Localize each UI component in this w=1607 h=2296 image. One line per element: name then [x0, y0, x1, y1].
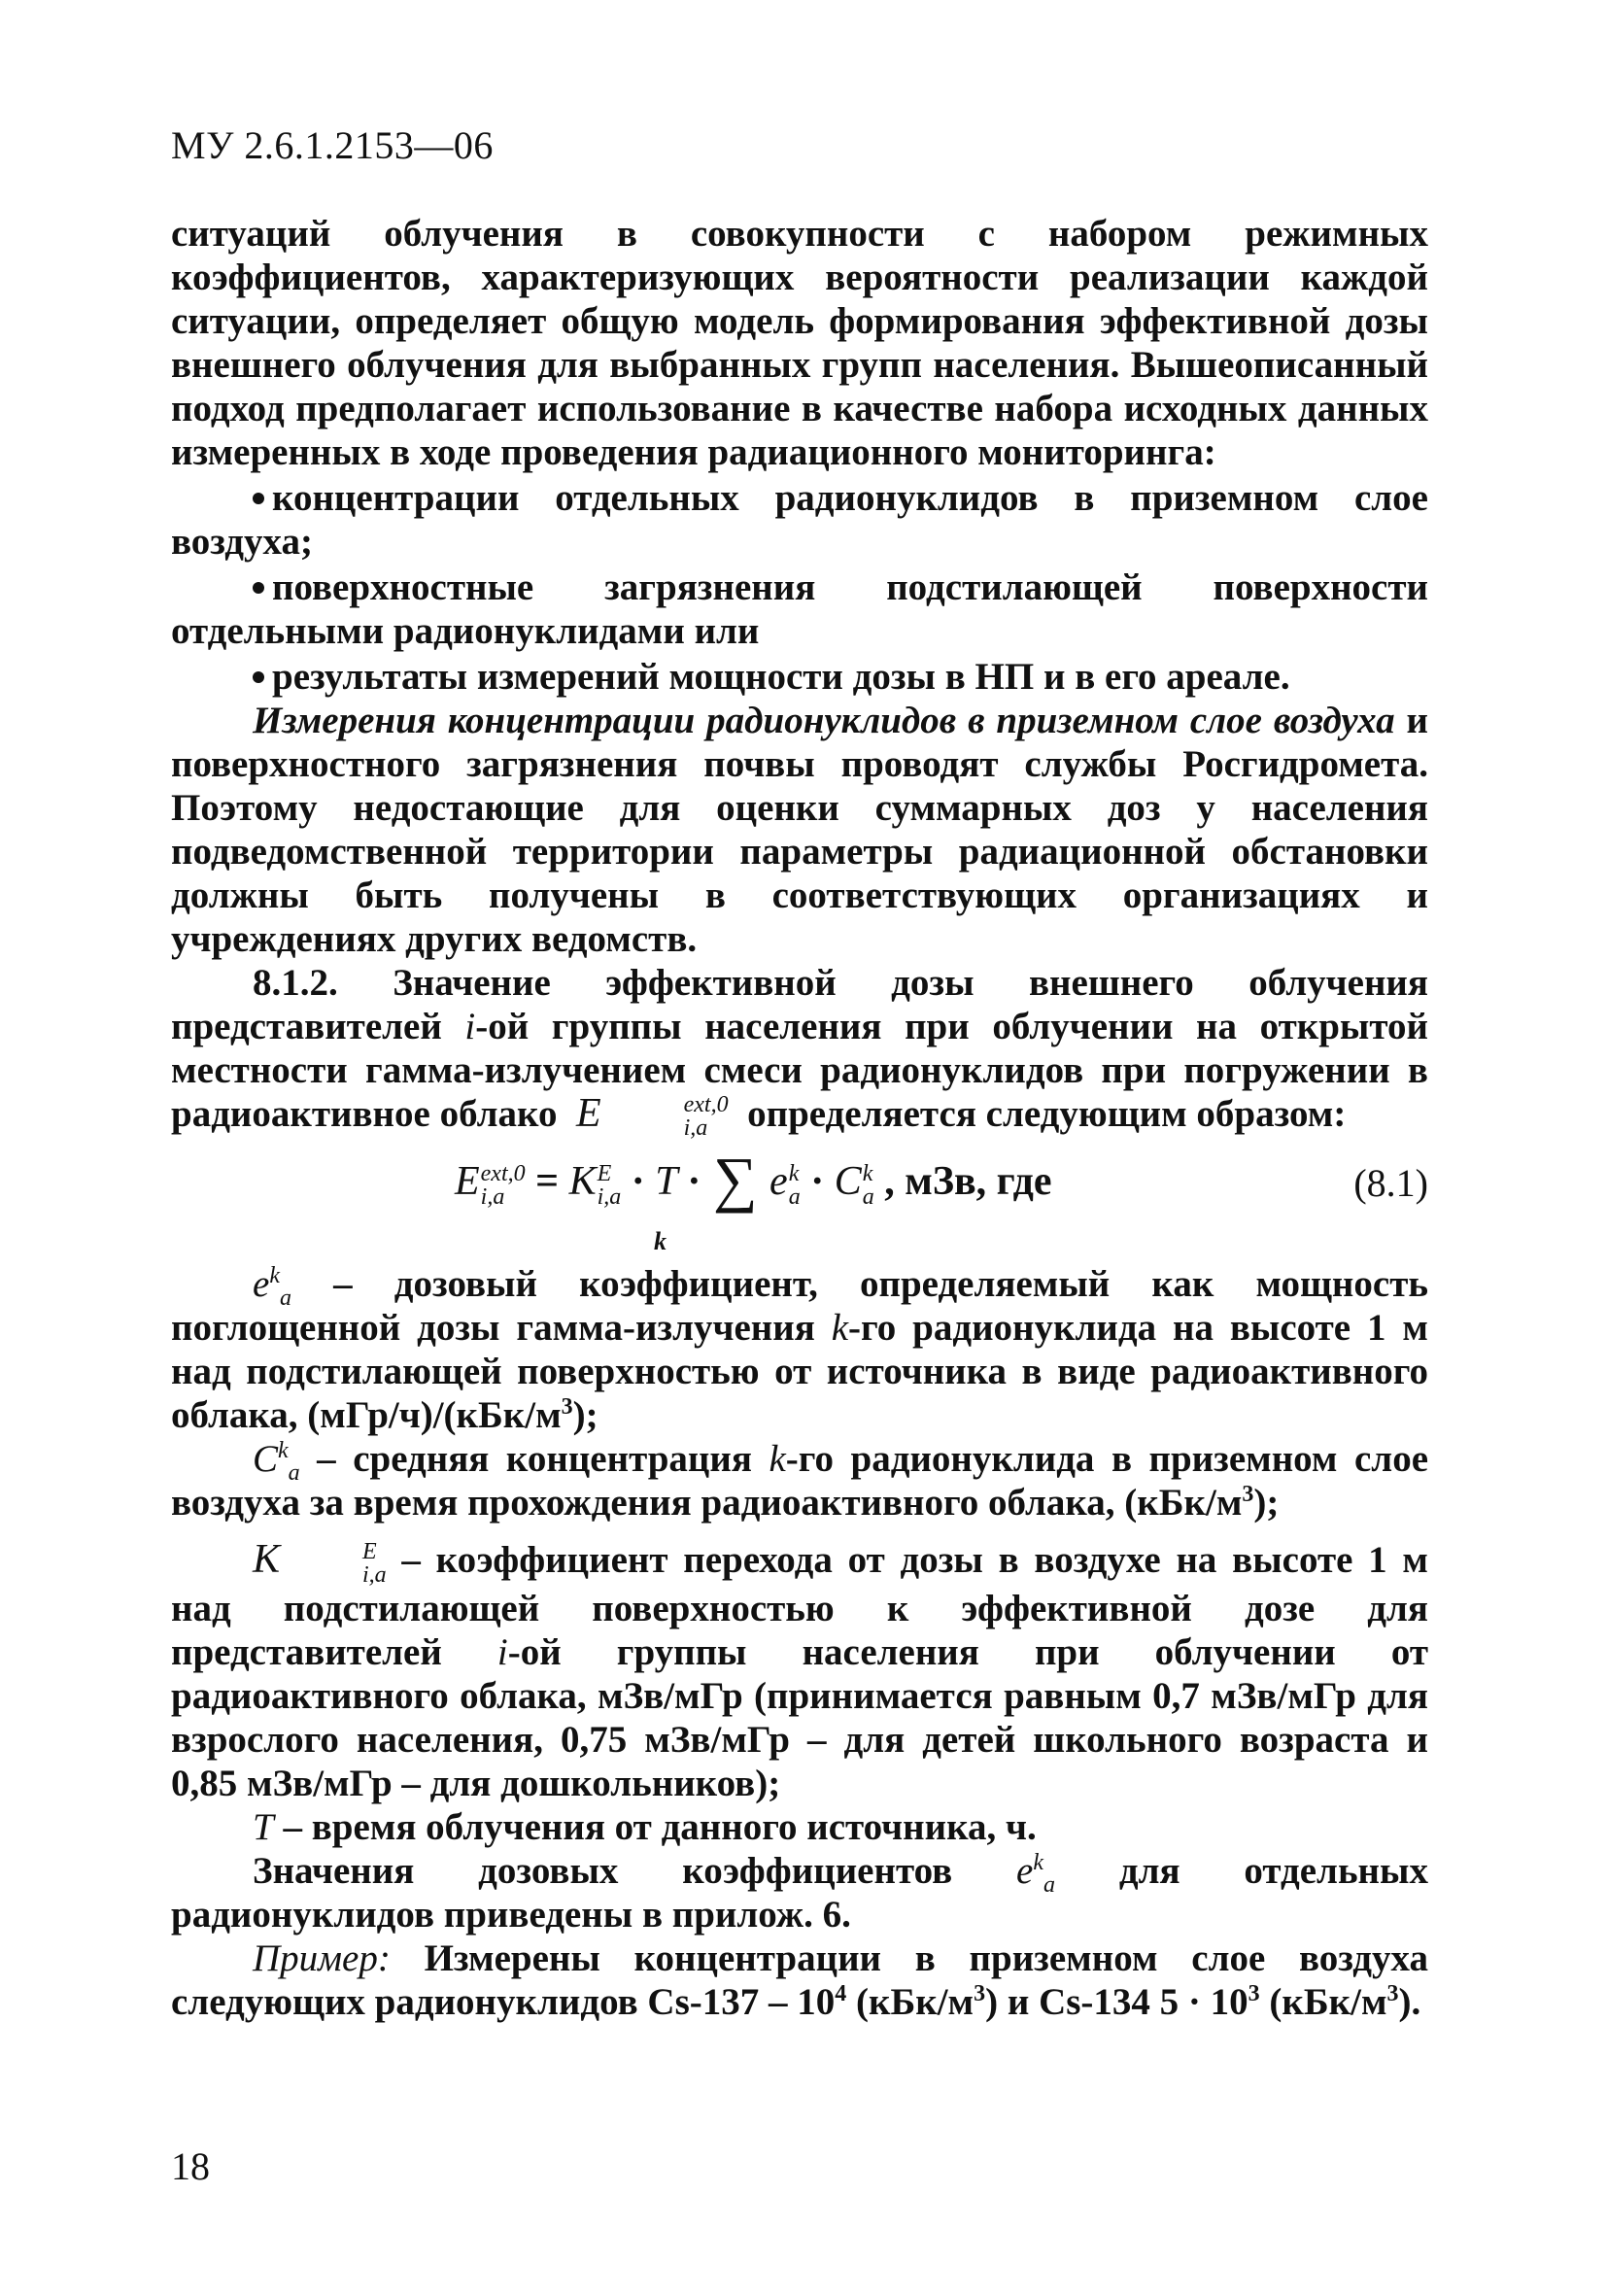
definition-text: – коэффициент перехода от дозы в воздухе на высоте 1 м над подстилающей поверхностью к эффективной дозе для представителей [171, 1539, 1428, 1673]
formula-8-1 [171, 1144, 1428, 1262]
sub-sup [602, 1093, 729, 1140]
example-label: Пример: [253, 1936, 391, 1979]
math-variable: E [455, 1159, 480, 1205]
definition-text: – средняя концентрация [299, 1438, 769, 1481]
superscript: 3 [1242, 1482, 1254, 1508]
definition-text: – дозовый коэффициент, определяемый как мощность поглощенной дозы гамма-излучения [171, 1263, 1428, 1350]
sub-sup [481, 1162, 526, 1209]
math-variable: e [1016, 1849, 1034, 1892]
math-variable: i [496, 1630, 508, 1673]
math-variable: C [834, 1159, 862, 1205]
superscript: 3 [974, 1980, 986, 2006]
paragraph-text: 8.1.2. Значение эффективной дозы внешнего облучения представителей [171, 962, 1428, 1047]
math-variable: e [253, 1263, 270, 1306]
math-variable: C [253, 1438, 279, 1481]
superscript: 4 [835, 1980, 847, 2006]
equals-sign: = [535, 1159, 560, 1205]
definition-text: ); [1253, 1482, 1280, 1525]
definition-term [253, 1263, 291, 1312]
superscript: 3 [1386, 1980, 1399, 2006]
math-term [1016, 1849, 1055, 1898]
paragraph-text: -ой группы населения при облучении на открытой местности гамма-излучением смеси радионуклидов при погружении в радиоактивное облако [171, 1006, 1428, 1135]
sum-icon: ∑ [712, 1145, 758, 1215]
bullet-text: концентрации отдельных радионуклидов в приземном слое воздуха; [171, 477, 1428, 563]
paragraph-example [171, 1936, 1428, 2024]
paragraph-intro: ситуаций облучения в совокупности с набором режимных коэффициентов, характеризующих вероятности реализации каждой ситуации, определяет общую модель формирования эффективной дозы внешнего облучения для выбранных групп населения. Вышеописанный подход предполагает использование в качестве набора исходных данных измеренных в ходе проведения радиационного мониторинга: [171, 213, 1428, 473]
paragraph-text: (кБк/м [846, 1980, 974, 2023]
sub-sup [598, 1162, 622, 1209]
bullet-icon [253, 671, 264, 683]
definition-term [253, 1537, 387, 1588]
subscript: i,a [597, 1183, 622, 1210]
multiply-dot: · [687, 1159, 701, 1205]
math-variable: k [831, 1307, 849, 1350]
definition-text: ); [572, 1394, 598, 1437]
math-variable: K [568, 1159, 597, 1205]
subscript: a [288, 1460, 300, 1487]
subscript: a [788, 1183, 801, 1210]
math-variable: E [575, 1091, 601, 1136]
bullet-text: результаты измерений мощности дозы в НП и в его ареале. [272, 656, 1290, 698]
multiply-dot: · [810, 1159, 825, 1205]
math-variable: i [464, 1006, 476, 1047]
superscript: E [362, 1538, 377, 1564]
definition-text: -ой группы населения при облучении от радиоактивного облака, мЗв/мГр (принимается равным 0,7 мЗв/мГр для взрослого населения, 0,75 мЗв/мГр – для детей школьного возраста и 0,85 мЗв/мГр – для дошкольников); [171, 1630, 1428, 1804]
definition-text: – время облучения от данного источника, ч. [273, 1805, 1037, 1848]
subscript: i,a [480, 1183, 505, 1210]
subscript: a [862, 1183, 874, 1210]
paragraph-text: для отдельных радионуклидов приведены в прилож. 6. [171, 1849, 1428, 1936]
page-number: 18 [171, 2144, 210, 2188]
bullet-item-2 [171, 565, 1428, 653]
superscript: ext,0 [683, 1092, 729, 1118]
italic-lead: Измерения концентрации радионуклидов в приземном слое воздуха [253, 700, 1395, 741]
paragraph-text: Измерены концентрации в приземном слое воздуха следующих радионуклидов Cs-137 – 10 [171, 1936, 1428, 2023]
definition-k [171, 1538, 1428, 1804]
subscript: i,a [362, 1561, 387, 1588]
superscript: ext,0 [480, 1160, 526, 1186]
formula-expression [455, 1145, 1052, 1215]
sum-index: k [654, 1227, 667, 1256]
definition-text: -го радионуклида на высоте 1 м над подстилающей поверхностью от источника в виде радиоактивного облака, (мГр/ч)/(кБк/м [171, 1307, 1428, 1437]
superscript: k [278, 1438, 289, 1464]
superscript: k [1033, 1849, 1043, 1875]
superscript: 3 [561, 1394, 573, 1421]
math-variable: e [769, 1159, 788, 1205]
superscript: E [597, 1160, 612, 1186]
math-variable: T [655, 1159, 677, 1205]
math-variable: k [769, 1438, 786, 1481]
sub-sup [281, 1540, 387, 1587]
math-variable: K [253, 1537, 281, 1583]
document-code-header: МУ 2.6.1.2153—06 [171, 123, 494, 167]
bullet-text: поверхностные загрязнения подстилающей поверхности отдельными радионуклидами или [171, 566, 1428, 652]
paragraph-text: Значения дозовых коэффициентов [253, 1849, 1017, 1892]
sub-sup [863, 1162, 874, 1209]
formula-tail-text: , мЗв, где [884, 1159, 1052, 1205]
bullet-item-1 [171, 476, 1428, 564]
paragraph-text: ). [1398, 1980, 1421, 2023]
bullet-item-3 [171, 655, 1428, 699]
multiply-dot: · [631, 1159, 645, 1205]
definition-c [171, 1437, 1428, 1525]
superscript: k [269, 1263, 280, 1289]
subscript: a [279, 1285, 291, 1312]
equation-number: (8.1) [1353, 1161, 1428, 1206]
definition-term [253, 1438, 300, 1487]
paragraph-text: ) и Cs-134 5 · 10 [985, 1980, 1248, 2023]
subscript: a [1043, 1871, 1055, 1898]
superscript: 3 [1248, 1980, 1260, 2006]
superscript: k [788, 1160, 800, 1186]
paragraph-text: (кБк/м [1259, 1980, 1387, 2023]
sub-sup [789, 1162, 801, 1209]
document-body [171, 212, 1428, 2024]
subscript: i,a [683, 1115, 708, 1142]
inline-formula-E [575, 1091, 729, 1142]
bullet-icon [253, 582, 264, 594]
definition-term: T [253, 1805, 274, 1848]
paragraph-text: определяется следующим образом: [747, 1093, 1347, 1135]
bullet-icon [253, 493, 264, 504]
paragraph-8-1-2 [171, 961, 1428, 1140]
paragraph-coefficients [171, 1849, 1428, 1936]
definition-text: -го радионуклида в приземном слое воздуха за время прохождения радиоактивного облака, (кБк/м [171, 1438, 1428, 1525]
superscript: k [862, 1160, 873, 1186]
definition-t [171, 1805, 1428, 1849]
paragraph-text: и поверхностного загрязнения почвы проводят службы Росгидромета. Поэтому недостающие для оценки суммарных доз у населения подведомственной территории параметры радиационной обстановки должны быть получены в соответствующих организациях и учреждениях других ведомств. [171, 700, 1428, 960]
definition-e [171, 1262, 1428, 1437]
paragraph-measurements [171, 699, 1428, 961]
